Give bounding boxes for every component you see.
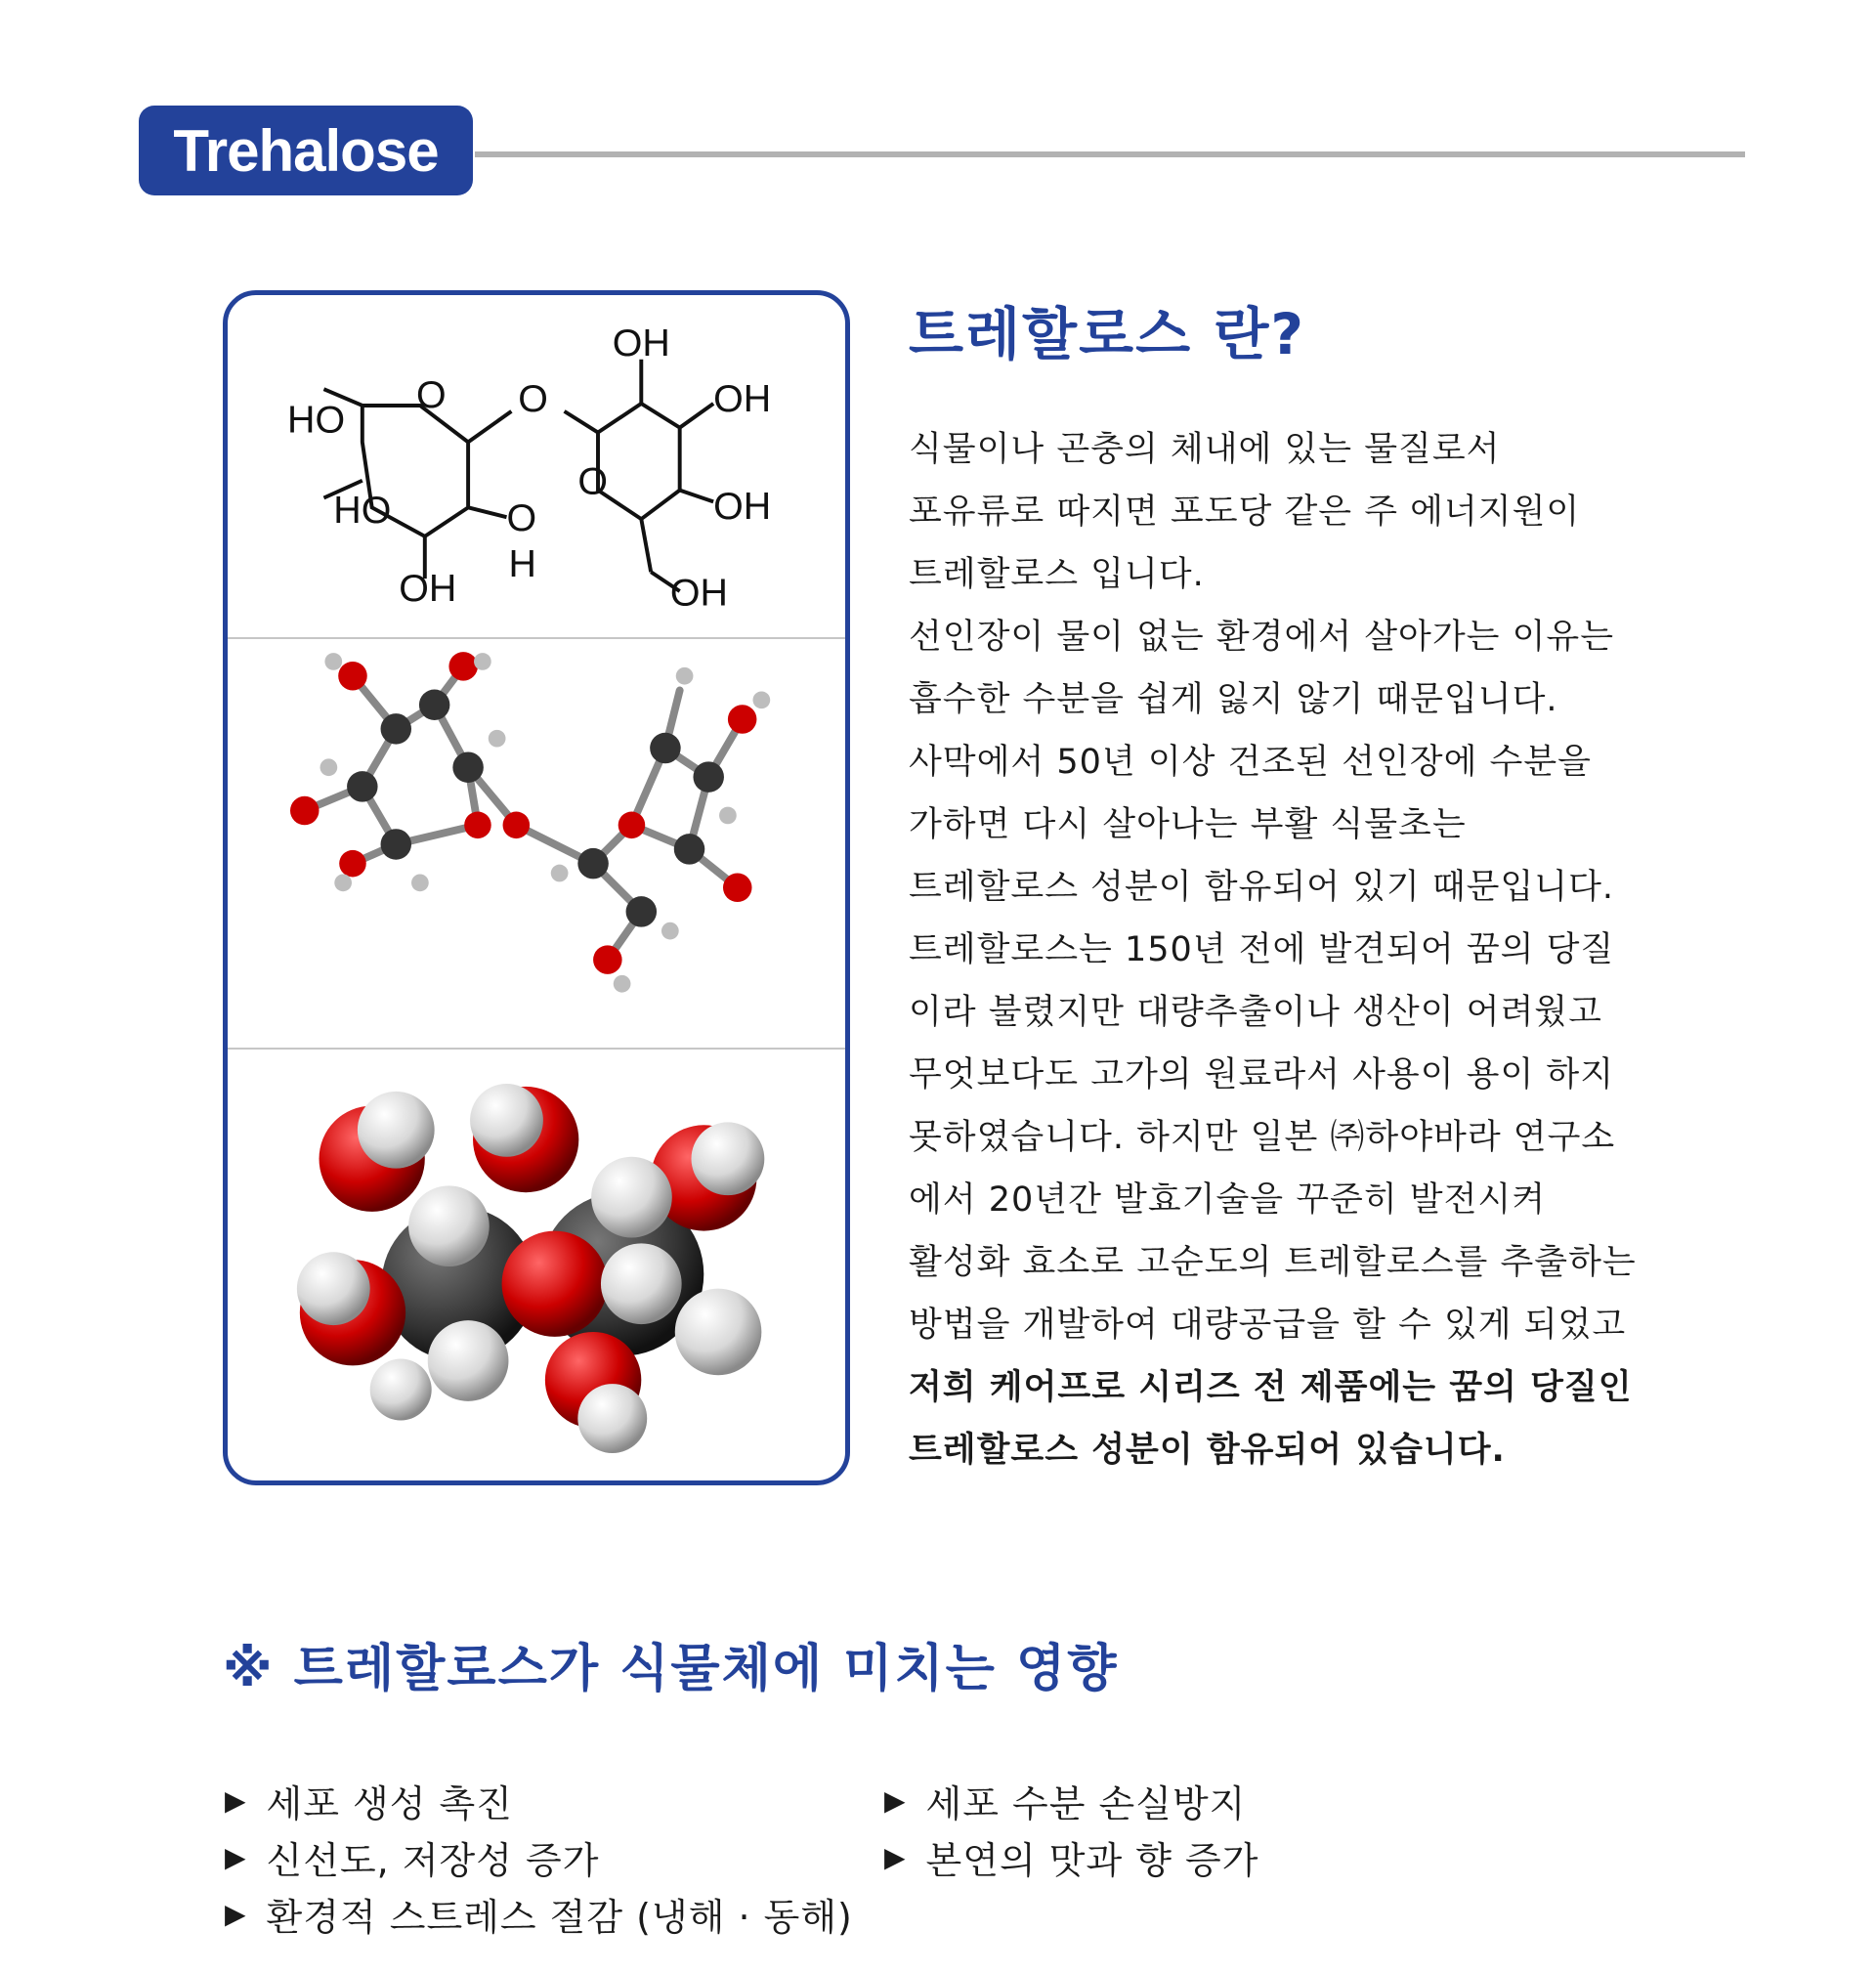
intro-line: 무엇보다도 고가의 원료라서 사용이 용이 하지 [909, 1055, 1615, 1094]
oh-right-top-label: OH [713, 376, 772, 420]
effect-item [225, 1774, 513, 1827]
bullet-arrow-icon: ▶ [225, 1841, 247, 1873]
effect-item [225, 1887, 853, 1941]
intro-line: 에서 20년간 발효기술을 꾸준히 발전시켜 [909, 1180, 1546, 1220]
effect-item-label: 세포 생성 촉진 [266, 1782, 513, 1825]
intro-line: 활성화 효소로 고순도의 트레할로스를 추출하는 [909, 1243, 1637, 1282]
intro-line: 사막에서 50년 이상 건조된 선인장에 수분을 [909, 743, 1592, 782]
o-bridge-lower-label: O [506, 495, 537, 539]
intro-line: 트레할로스 입니다. [909, 555, 1205, 594]
oh-right-mid-label: OH [713, 485, 772, 529]
structural-formula-image [228, 295, 845, 637]
intro-line-emphasis: 트레할로스 성분이 함유되어 있습니다. [909, 1431, 1506, 1470]
oh-top-label: OH [612, 321, 670, 365]
oh-bottom-right-label: OH [669, 571, 728, 615]
bullet-arrow-icon: ▶ [884, 1841, 907, 1873]
o-ring-left-label: O [415, 372, 447, 416]
effect-item-label: 환경적 스트레스 절감 (냉해 · 동해) [266, 1896, 853, 1939]
intro-line: 선인장이 물이 없는 환경에서 살아가는 이유는 [909, 618, 1615, 657]
header-title: Trehalose [173, 117, 439, 184]
intro-line: 트레할로스 성분이 함유되어 있기 때문입니다. [909, 868, 1615, 907]
effect-item [225, 1830, 599, 1884]
intro-body [909, 418, 1788, 1481]
header-title-badge [139, 106, 473, 195]
effect-item-label: 본연의 맛과 향 증가 [925, 1839, 1259, 1882]
intro-line: 식물이나 곤충의 체내에 있는 물질로서 [909, 430, 1501, 469]
effects-title: ※ 트레할로스가 식물체에 미치는 영향 [223, 1640, 1119, 1698]
effect-item-label: 신선도, 저장성 증가 [266, 1839, 600, 1882]
intro-line: 이라 불렸지만 대량추출이나 생산이 어려웠고 [909, 993, 1602, 1032]
intro-line: 트레할로스는 150년 전에 발견되어 꿈의 당질 [909, 930, 1615, 969]
intro-line: 흡수한 수분을 쉽게 잃지 않기 때문입니다. [909, 680, 1558, 719]
effect-item [884, 1830, 1258, 1884]
bullet-arrow-icon: ▶ [884, 1784, 907, 1817]
bullet-arrow-icon: ▶ [225, 1784, 247, 1817]
space-filling-model-image [228, 1050, 845, 1485]
ball-stick-model-image [228, 639, 845, 1048]
intro-title: 트레할로스 란? [909, 301, 1306, 367]
o-ring-right-label: O [577, 459, 608, 503]
ho-left-label: HO [333, 489, 392, 533]
molecule-image-panel [223, 290, 850, 1485]
effect-item [884, 1774, 1246, 1827]
header-rule [475, 151, 1745, 157]
intro-line: 못하였습니다. 하지만 일본 ㈜하야바라 연구소 [909, 1118, 1616, 1157]
o-bridge-label: O [518, 376, 548, 420]
intro-line: 가하면 다시 살아나는 부활 식물초는 [909, 805, 1467, 844]
intro-line-emphasis: 저희 케어프로 시리즈 전 제품에는 꿈의 당질인 [909, 1368, 1633, 1407]
ho-top-label: HO [287, 398, 346, 442]
oh-bottom-left-label: OH [399, 566, 457, 610]
h-bridge-label: H [508, 542, 536, 586]
intro-line: 방법을 개발하여 대량공급을 할 수 있게 되었고 [909, 1306, 1627, 1345]
bullet-arrow-icon: ▶ [225, 1898, 247, 1930]
effect-item-label: 세포 수분 손실방지 [925, 1782, 1247, 1825]
intro-line: 포유류로 따지면 포도당 같은 주 에너지원이 [909, 493, 1581, 532]
